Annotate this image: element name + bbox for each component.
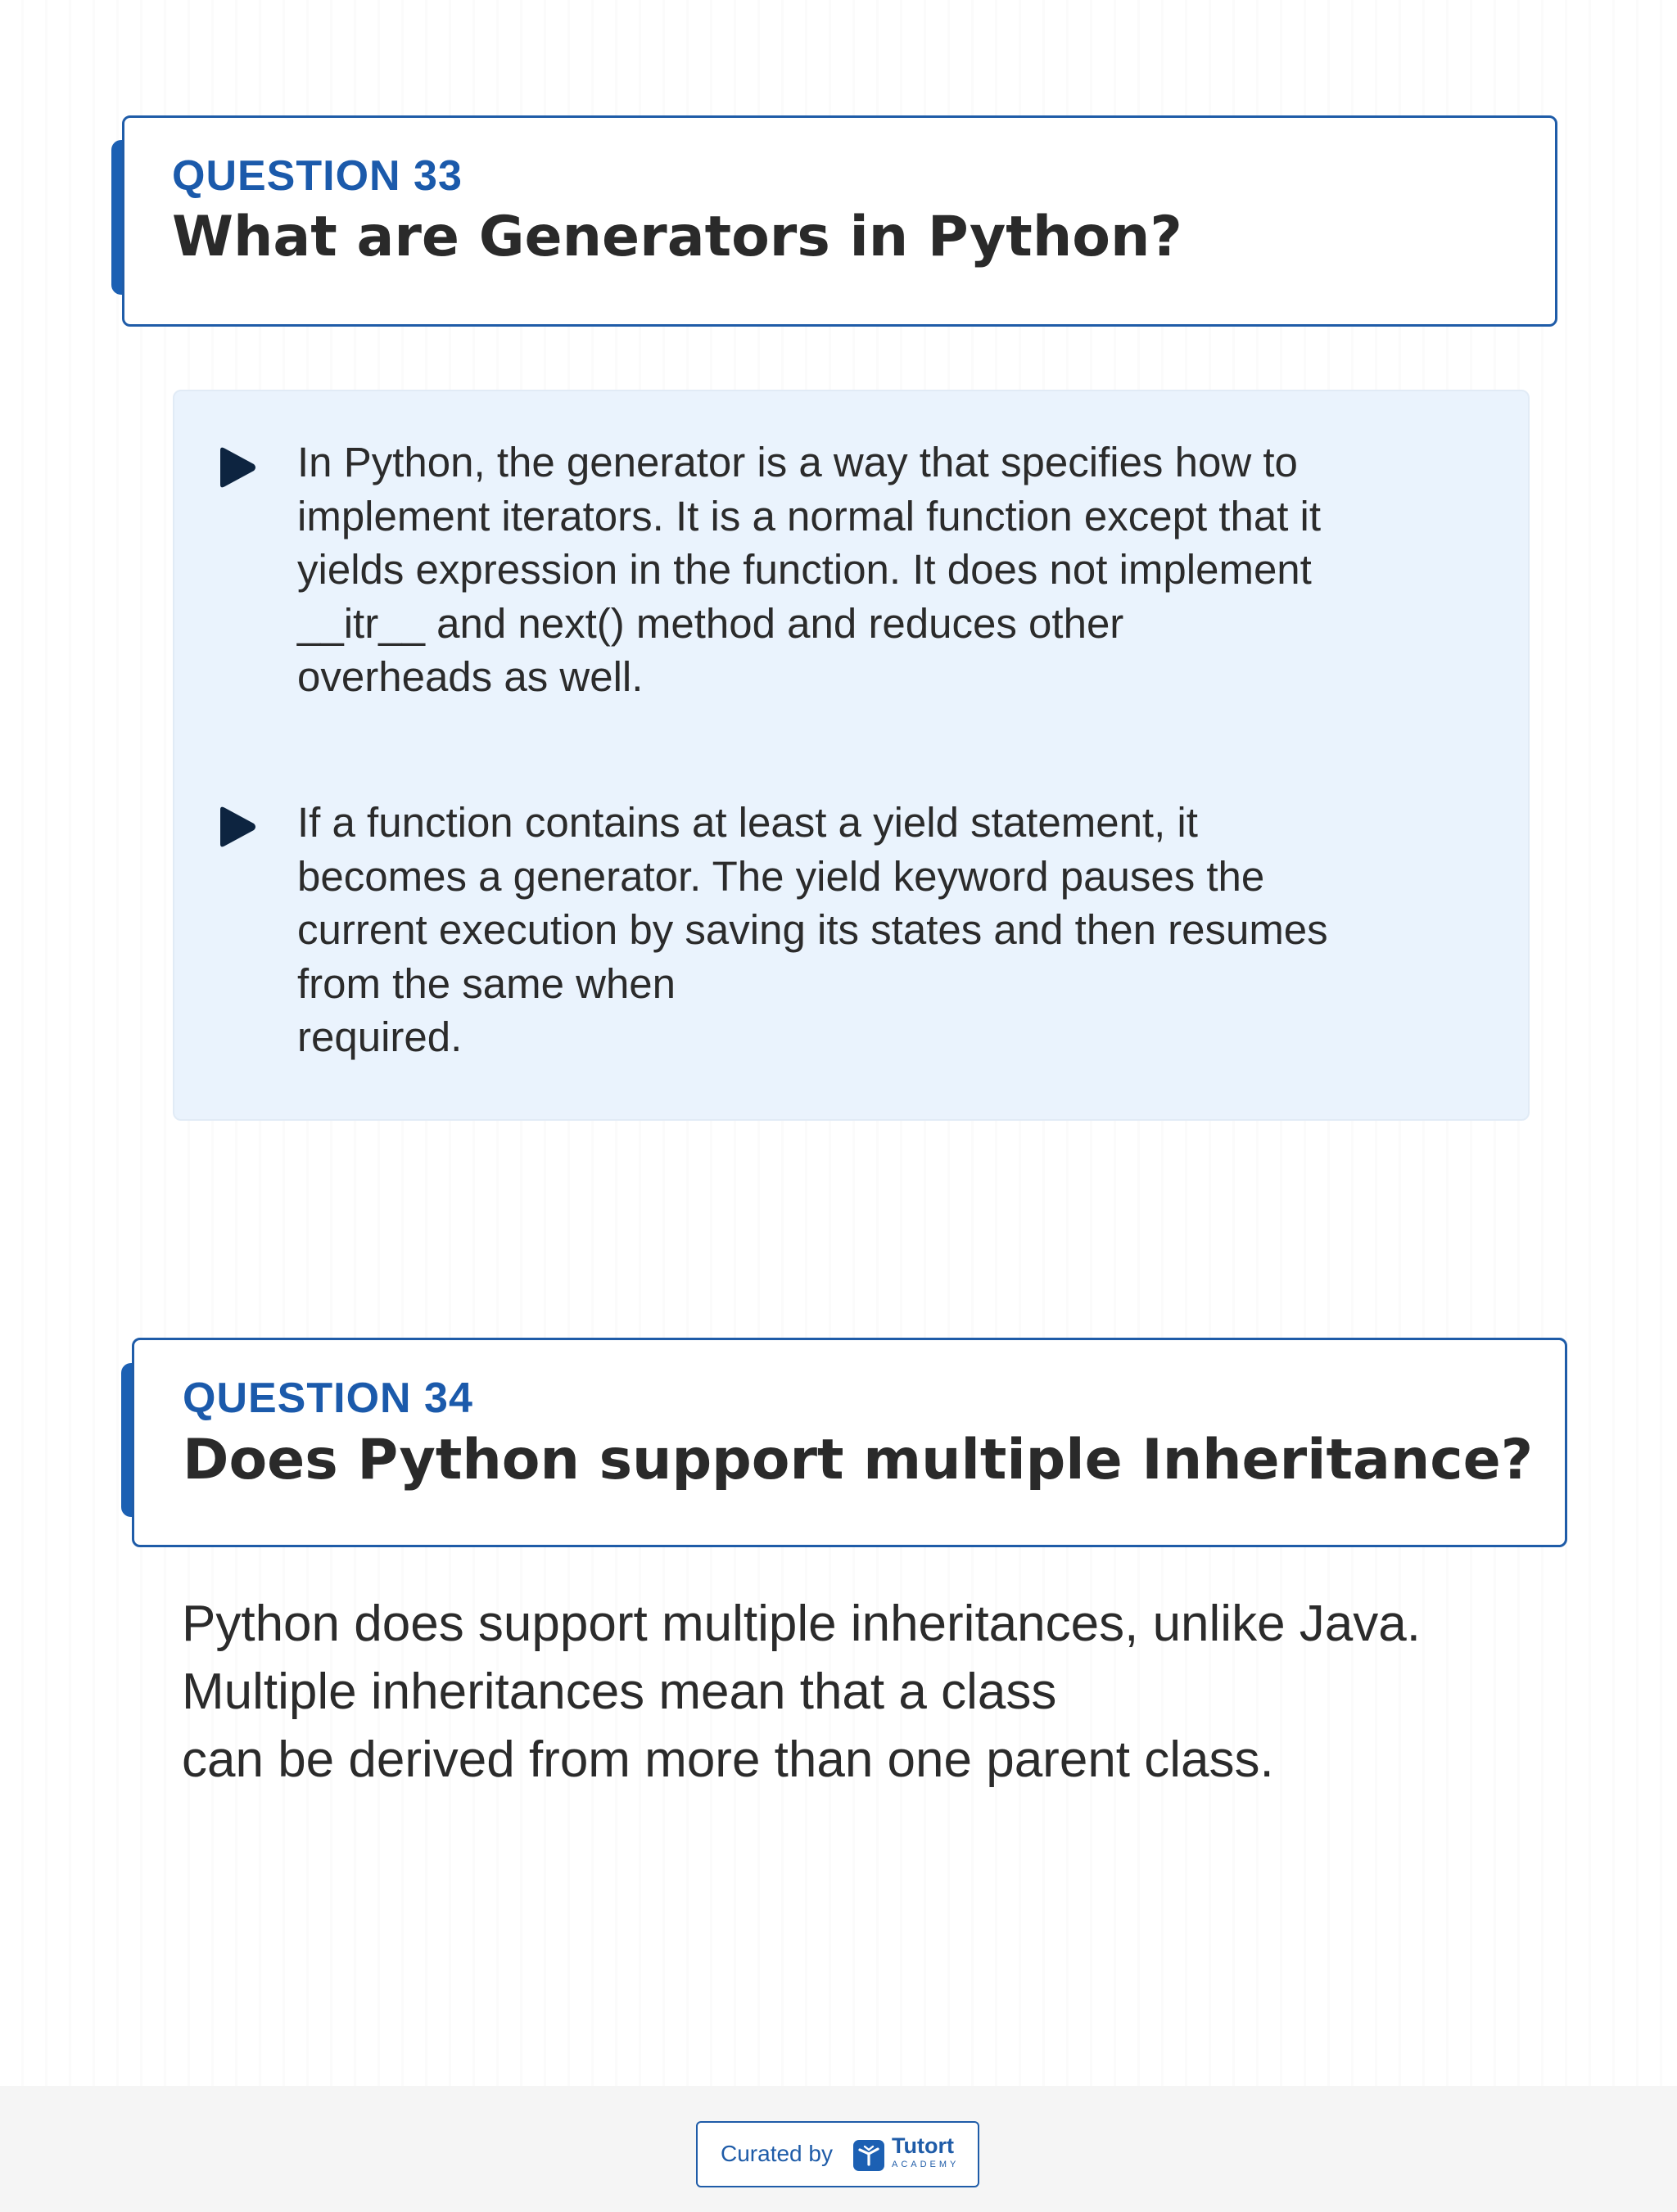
play-triangle-icon (215, 805, 258, 849)
brand-name: Tutort (892, 2133, 954, 2158)
question-33-bullet-2-text: If a function contains at least a yield statement, it becomes a generator. The yield keyword pauses the current execution by saving its states and then resumes from the same when required. (297, 799, 1328, 1060)
curated-by-label: Curated by (721, 2141, 833, 2166)
curated-by-badge (696, 2121, 979, 2187)
question-33-label: QUESTION 33 (172, 152, 463, 200)
brand-subtitle: ACADEMY (892, 2160, 960, 2169)
question-34-answer-text: Python does support multiple inheritances, unlike Java. Multiple inheritances mean that a class can be derived from more than one parent class. (182, 1596, 1421, 1788)
question-34-label: QUESTION 34 (183, 1375, 473, 1422)
tutort-logo-icon (853, 2140, 884, 2171)
play-triangle-icon (215, 445, 258, 490)
question-33-bullet-1-text: In Python, the generator is a way that specifies how to implement iterators. It is a normal function except that it yields expression in the function. It does not implement __itr__ and next() method and reduces other overheads as well. (297, 439, 1322, 700)
question-33-title: What are Generators in Python? (172, 205, 1182, 269)
question-34-title: Does Python support multiple Inheritance? (183, 1428, 1534, 1492)
